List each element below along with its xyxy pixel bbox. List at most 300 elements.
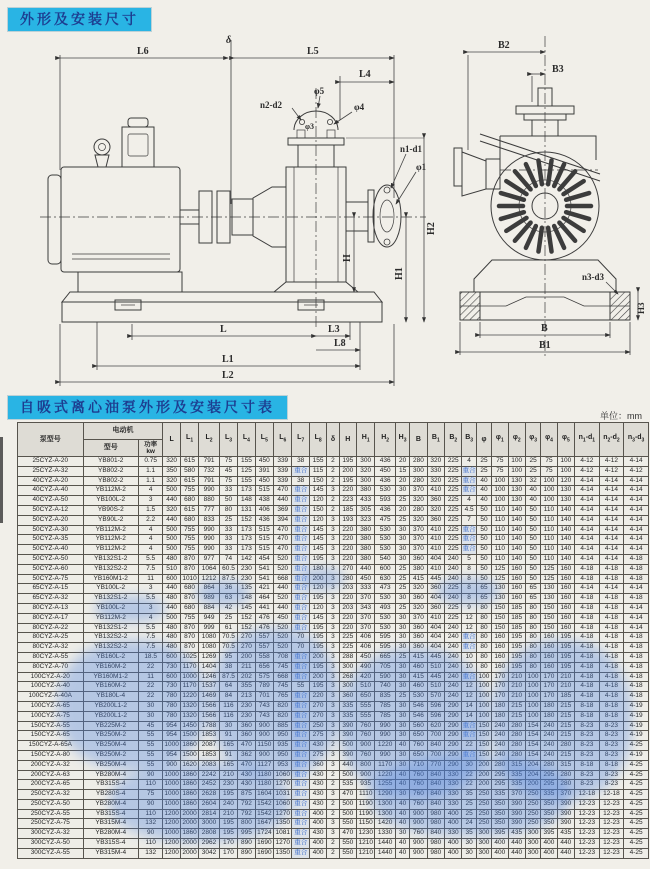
dim-cell: 100 [476,692,491,702]
dim-cell: 195 [508,662,525,672]
dim-cell: YB90S-2 [83,505,138,515]
dim-cell: 4-18 [624,692,649,702]
dim-cell: 557 [255,633,273,643]
dim-cell: 864 [199,584,219,594]
dim-cell: 220 [309,692,326,702]
header-row-1 [18,423,649,440]
dim-cell: 500 [339,741,356,751]
dim-cell: YB315S-4 [83,780,138,790]
dim-cell: 210 [508,692,525,702]
dim-cell: 40 [395,848,409,858]
dim-cell: 90 [138,770,163,780]
dim-cell: 890 [238,848,255,858]
dim-cell: 30 [395,829,409,839]
dim-cell: 438 [255,496,273,506]
dim-cell: 315 [508,760,525,770]
dim-cell: 重合 [292,594,309,604]
dim-cell: 270 [238,643,255,653]
col-φ5: $\varphi_5$ [557,423,574,457]
col-φ3: $\varphi_3$ [525,423,540,457]
dim-cell: 2.2 [138,515,163,525]
dim-cell: YB280S-4 [83,790,138,800]
dim-cell: 280 [557,780,574,790]
dim-cell: 150 [476,741,491,751]
dim-cell: 12 [462,682,476,692]
dim-cell: 410 [427,525,444,535]
dim-cell: 600 [163,574,180,584]
dim-cell: 520 [274,594,292,604]
dim-cell: 40 [395,839,409,849]
dim-cell: 541 [255,574,273,584]
dim-cell: 4-14 [599,525,624,535]
dim-cell: 3 [327,603,339,613]
dim-cell: 4-18 [575,672,600,682]
dim-cell: 840 [427,780,444,790]
dim-cell: 20 [395,476,409,486]
dim-cell: 546 [410,701,427,711]
dim-cell: 165 [219,741,237,751]
dim-cell: 380 [356,525,374,535]
dim-cell: 305 [356,505,374,515]
pump-model-cell: 300CYZ-A-50 [18,839,84,849]
dim-cell: 170 [541,692,557,702]
dim-cell: 890 [238,839,255,849]
dim-cell: 280 [410,476,427,486]
dim-cell: 120 [309,515,326,525]
dim-cell: 2628 [199,790,219,800]
dim-cell: 4-25 [624,780,649,790]
dim-cell: 195 [309,623,326,633]
dim-cell: 4-14 [575,496,600,506]
dim-cell: 173 [238,486,255,496]
dim-cell: 8-23 [575,731,600,741]
dim-cell: 430 [309,790,326,800]
dim-cell: 280 [508,750,525,760]
dim-cell: 170 [492,672,508,682]
dim-cell: 470 [274,525,292,535]
dim-cell: 65 [525,584,540,594]
dim-cell: 295 [541,780,557,790]
dim-cell: 重合 [292,466,309,476]
dim-cell: 1537 [199,682,219,692]
dim-cell: YB250M-4 [83,760,138,770]
dim-cell: 95 [219,652,237,662]
col-L5: $L_5$ [255,423,273,457]
dim-cell: 重合 [292,662,309,672]
dim-cell: 87.5 [219,672,237,682]
dim-cell: 510 [427,682,444,692]
dim-cell: 4-25 [624,799,649,809]
dim-cell: 1350 [274,848,292,858]
dim-cell: 4-18 [575,603,600,613]
dim-cell: 780 [163,701,180,711]
dim-cell: 140 [557,515,574,525]
dim-cell: 100 [525,692,540,702]
dim-cell: 30 [395,682,409,692]
dim-label-L5: L5 [307,46,319,57]
table-row [18,476,649,486]
dim-cell: 200 [339,466,356,476]
dim-cell: 370 [410,545,427,555]
dim-cell: 370 [410,486,427,496]
dim-cell: 25 [395,652,409,662]
dim-cell: 160 [541,633,557,643]
dim-cell: 3 [327,594,339,604]
dim-cell: 225 [445,466,462,476]
dim-cell: 40 [525,486,540,496]
table-row [18,486,649,496]
dim-cell: 213 [238,692,255,702]
dim-cell: 2000 [180,839,198,849]
pump-model-cell: 40CYZ-A-20 [18,476,84,486]
dim-cell: 130 [541,584,557,594]
dim-cell: 195 [508,652,525,662]
dim-cell: 330 [445,780,462,790]
dim-cell: 288 [339,652,356,662]
dim-cell: 473 [375,584,395,594]
dim-label-B2: B2 [498,40,510,51]
dim-cell: 350 [541,799,557,809]
dim-cell: 195 [557,643,574,653]
dim-cell: 160 [541,662,557,672]
dim-cell: 173 [238,535,255,545]
col-L7: $L_7$ [292,423,309,457]
dim-cell: 110 [138,780,163,790]
dim-cell: YB200L1-2 [83,711,138,721]
dim-cell: 重合 [292,770,309,780]
dim-cell: 320 [410,496,427,506]
pump-model-cell: 80CYZ-A-25 [18,633,84,643]
dim-cell: 1500 [180,750,198,760]
dim-cell: 1566 [199,701,219,711]
dim-cell: 1210 [356,839,374,849]
dim-cell: 680 [180,603,198,613]
dim-label-H: H [342,254,353,262]
dim-cell: 22 [138,692,163,702]
dim-cell: 280 [410,505,427,515]
dim-cell: 20 [395,457,409,467]
dim-cell: 重合 [292,525,309,535]
dim-cell: 1853 [199,750,219,760]
dim-cell: 615 [180,457,198,467]
pump-model-cell: 100CYZ-A-40A [18,692,84,702]
dim-cell: 55 [138,750,163,760]
dim-cell: 100 [476,682,491,692]
dim-cell: 140 [557,545,574,555]
table-row [18,760,649,770]
dim-cell: 130 [492,584,508,594]
dim-cell: 480 [163,623,180,633]
dim-cell: 11 [138,672,163,682]
dim-cell: 700 [427,750,444,760]
dim-cell: YB315S-4 [83,809,138,819]
dim-cell: 4-18 [599,652,624,662]
dim-cell: 50 [525,525,540,535]
dim-cell: 433 [356,496,374,506]
dim-cell: 185 [339,505,356,515]
dim-cell: 339 [274,457,292,467]
table-row [18,662,649,672]
dim-cell: 1200 [163,839,180,849]
dim-cell: 重合 [292,741,309,751]
dim-cell: 25 [395,564,409,574]
dim-cell: 45 [138,721,163,731]
table-row [18,721,649,731]
dim-cell: 170 [541,682,557,692]
dim-cell: 195 [309,594,326,604]
dim-cell: 3 [327,672,339,682]
dim-cell: 200 [525,780,540,790]
dim-cell: YB160L-2 [83,652,138,662]
dim-cell: 220 [339,535,356,545]
dim-cell: 760 [410,770,427,780]
dim-cell: 4-18 [575,643,600,653]
dim-cell: 重合 [292,486,309,496]
dim-cell: 480 [163,594,180,604]
dim-cell: 230 [219,780,237,790]
dim-cell: 270 [238,633,255,643]
dim-cell: 30 [395,554,409,564]
dim-cell: 1000 [163,790,180,800]
dim-cell: 755 [180,545,198,555]
dim-label-H2: H2 [426,222,437,235]
col-φ2: $\varphi_2$ [508,423,525,457]
dim-cell: 1064 [199,564,219,574]
dim-cell: 701 [255,692,273,702]
dim-cell: 7.5 [138,564,163,574]
dim-cell: 1450 [180,721,198,731]
dim-cell: 80 [219,505,237,515]
dim-cell: YB160M-2 [83,662,138,672]
dim-cell: 4-18 [599,594,624,604]
dim-cell: 4-18 [624,633,649,643]
dim-cell: 50 [525,535,540,545]
table-row [18,819,649,829]
dim-cell: 4-14 [575,535,600,545]
pump-model-cell: 300CYZ-A-55 [18,848,84,858]
dim-cell: 30 [462,848,476,858]
dim-cell: 140 [508,535,525,545]
dim-cell: 390 [339,731,356,741]
dim-cell: 240 [445,564,462,574]
dim-cell: 240 [541,750,557,760]
dim-cell: 792 [238,799,255,809]
dim-cell: 225 [445,515,462,525]
dim-cell: 12-23 [575,809,600,819]
table-row [18,466,649,476]
dim-cell: 870 [180,594,198,604]
dim-cell: 225 [445,525,462,535]
dim-cell: 33 [219,486,237,496]
dim-cell: 重合 [292,672,309,682]
dim-cell: 4-14 [575,505,600,515]
dim-cell: 1860 [180,780,198,790]
dim-cell: 2 [327,809,339,819]
dim-cell: 55 [138,741,163,751]
dim-cell: 32 [525,476,540,486]
dim-cell: 470 [238,760,255,770]
dim-cell: 4-12 [599,466,624,476]
dim-cell: 362 [238,750,255,760]
dim-cell: 33 [219,535,237,545]
dim-cell: 30 [462,839,476,849]
dim-cell: 541 [255,564,273,574]
dim-cell: 30 [462,760,476,770]
dim-cell: 530 [375,623,395,633]
col-B1: $B_1$ [427,423,444,457]
dim-cell: 4-14 [599,486,624,496]
dim-cell: 315 [557,760,574,770]
dim-cell: 300 [476,848,491,858]
dim-cell: 765 [274,692,292,702]
dim-label-delta: δ [226,35,232,46]
dim-cell: YB90L-2 [83,515,138,525]
dim-cell: 140 [557,535,574,545]
dim-cell: 12 [462,623,476,633]
dim-cell: 4-14 [624,515,649,525]
dim-cell: 40 [395,780,409,790]
dim-cell: 900 [410,809,427,819]
dim-cell: 4-14 [575,584,600,594]
dim-cell: 70 [292,633,309,643]
dim-cell: 160 [492,633,508,643]
dim-cell: 50 [525,574,540,584]
dim-cell: 140 [508,525,525,535]
dim-cell: 160 [557,603,574,613]
dim-cell: 995 [238,829,255,839]
dim-cell: 230 [238,701,255,711]
dim-cell: 380 [356,486,374,496]
dim-cell: 4-14 [575,525,600,535]
dim-cell: 200 [309,652,326,662]
dim-cell: 1269 [199,652,219,662]
dim-cell: 290 [445,721,462,731]
dim-cell: 1000 [163,741,180,751]
dim-cell: 989 [199,594,219,604]
dim-cell: 100 [541,496,557,506]
dim-cell: 195 [309,662,326,672]
dim-cell: YB100L-2 [83,496,138,506]
dim-cell: 80 [525,623,540,633]
dim-cell: 225 [445,613,462,623]
dim-cell: 1542 [255,809,273,819]
table-row [18,457,649,467]
dim-cell: 415 [410,672,427,682]
dim-cell: YB112M-2 [83,613,138,623]
dim-cell: 33 [219,525,237,535]
dim-cell: 50 [525,554,540,564]
dim-cell: 240 [445,574,462,584]
dim-cell: 180 [309,564,326,574]
dim-cell: 重合 [292,613,309,623]
dim-cell: 650 [410,750,427,760]
dim-cell: 884 [199,603,219,613]
dim-cell: 430 [309,799,326,809]
dim-cell: 35 [462,790,476,800]
dim-cell: 350 [492,819,508,829]
dim-cell: 61 [219,623,237,633]
table-row [18,623,649,633]
dim-cell: 55 [138,760,163,770]
dim-cell: 620 [427,721,444,731]
dim-cell: 8-23 [599,731,624,741]
dim-cell: 80 [476,623,491,633]
dim-cell: 5 [462,554,476,564]
dim-cell: 130 [557,496,574,506]
dim-cell: 350 [541,809,557,819]
dim-cell: 148 [238,594,255,604]
dim-cell: 2 [327,457,339,467]
dim-cell: YB250M-4 [83,741,138,751]
dim-cell: 1566 [199,711,219,721]
dim-cell: 280 [557,741,574,751]
dim-cell: 3 [138,603,163,613]
dim-cell: 4-18 [624,662,649,672]
dim-cell: 50 [525,564,540,574]
dim-cell: 4-14 [624,613,649,623]
dim-cell: 650 [356,692,374,702]
dim-cell: 390 [339,721,356,731]
dim-cell: 595 [375,643,395,653]
dim-cell: 450 [274,613,292,623]
dim-cell: 4-18 [575,623,600,633]
dim-cell: 470 [274,535,292,545]
dim-cell: 160 [557,574,574,584]
dim-cell: 35 [462,829,476,839]
dim-cell: 343 [356,603,374,613]
dim-cell: 885 [274,721,292,731]
dim-cell: 148 [238,496,255,506]
dim-cell: 110 [541,525,557,535]
dim-cell: 195 [557,633,574,643]
col-φ: φ [476,423,491,457]
dim-cell: 360 [410,633,427,643]
dim-cell: 900 [163,760,180,770]
dim-cell: 重合 [292,545,309,555]
dim-cell: 4-14 [575,515,600,525]
dim-cell: 440 [557,839,574,849]
dim-cell: 400 [541,839,557,849]
dim-cell: 230 [238,574,255,584]
dim-cell: 370 [508,790,525,800]
dim-cell: 980 [427,848,444,858]
dim-cell: 重合 [462,525,476,535]
dim-cell: 4-14 [624,457,649,467]
dim-cell: YB250M-2 [83,750,138,760]
dim-cell: 335 [508,770,525,780]
dim-cell: 185 [508,613,525,623]
col-L: L [163,423,180,457]
dim-cell: 3 [327,486,339,496]
dim-cell: 1170 [180,682,198,692]
table-row [18,790,649,800]
dim-cell: 130 [492,594,508,604]
dim-cell: 160 [557,623,574,633]
dim-cell: 140 [508,505,525,515]
dim-cell: 745 [274,662,292,672]
dim-cell: 200 [309,672,326,682]
dim-cell: 132 [138,819,163,829]
dim-cell: 954 [163,731,180,741]
dim-cell: 240 [219,799,237,809]
dim-cell: 110 [492,545,508,555]
dim-cell: 30 [395,721,409,731]
dim-cell: 4-18 [575,613,600,623]
dim-cell: 360 [427,584,444,594]
dim-cell: 240 [492,741,508,751]
table-row [18,682,649,692]
dim-cell: 3042 [199,848,219,858]
